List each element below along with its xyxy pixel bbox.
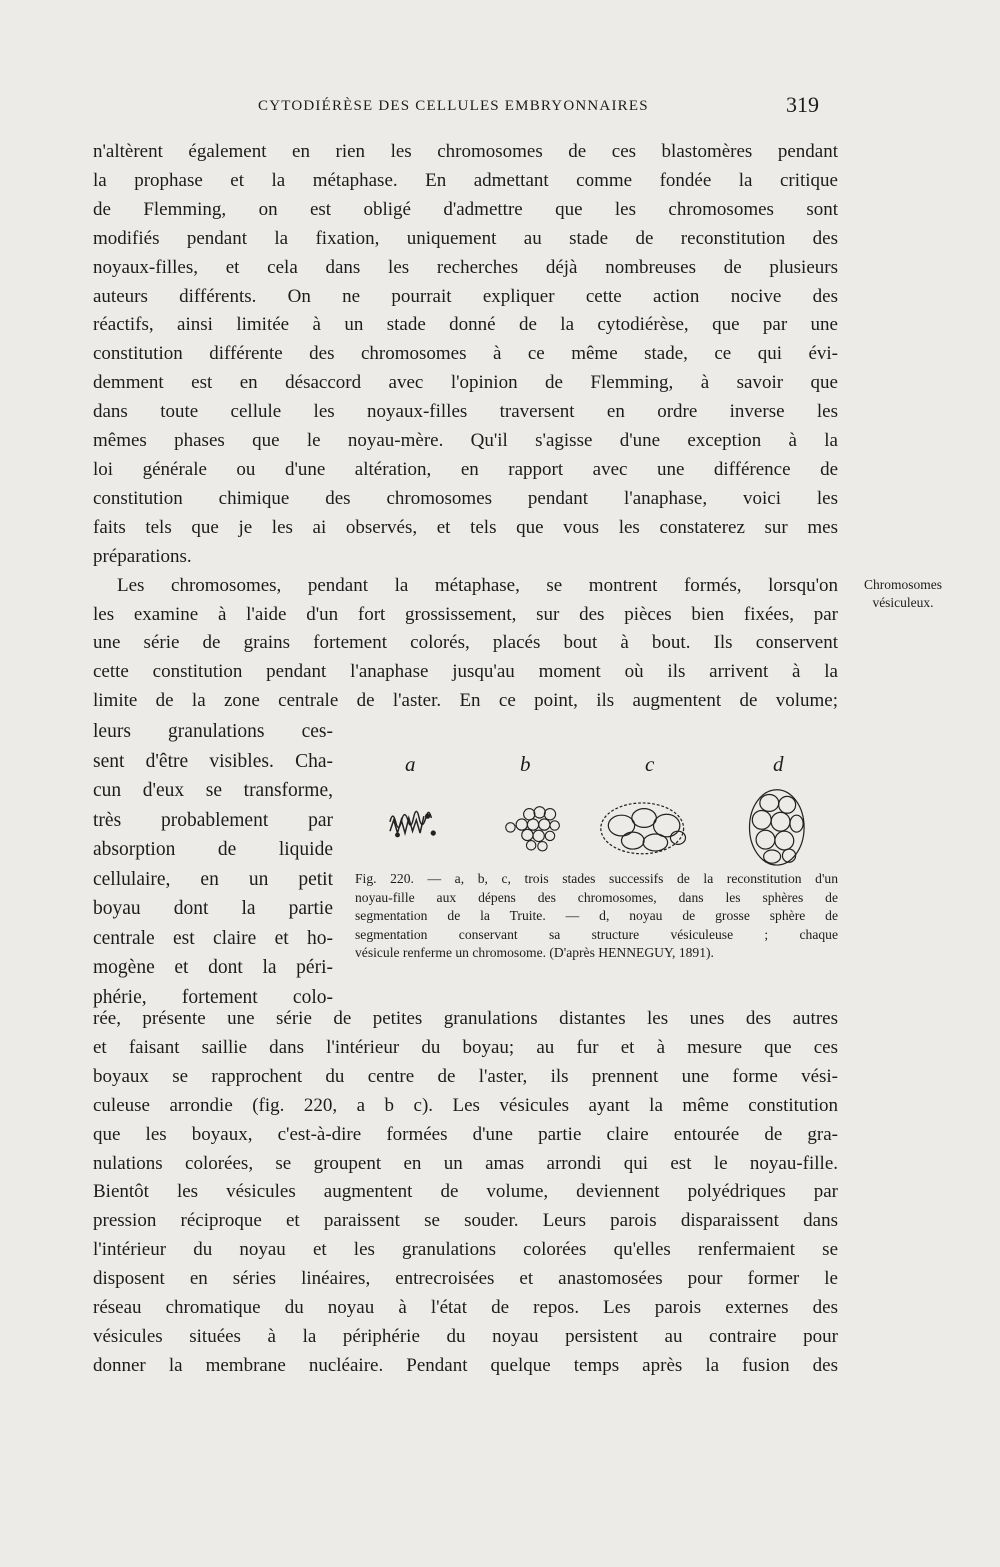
text-line: réseau chromatique du noyau à l'état de repos. Les parois externes des [93, 1297, 838, 1319]
figure-label-d: d [773, 752, 784, 776]
caption-line: segmentation de la Truite. — d, noyau de grosse sphère de [355, 908, 838, 923]
figure-label-a: a [405, 752, 416, 776]
figure-drawings [355, 786, 840, 866]
text-line: l'intérieur du noyau et les granulations colorées qu'elles renfermaient se [93, 1239, 838, 1261]
text-line: très probablement par [93, 809, 333, 831]
margin-note [843, 576, 963, 612]
text-line: constitution chimique des chromosomes pendant l'anaphase, voici les [93, 487, 838, 509]
caption-line: segmentation conservant sa structure vésiculeuse ; chaque [355, 926, 838, 942]
body-text-top [93, 138, 838, 716]
caption-line: noyau-fille aux dépens des chromosomes, dans les sphères de [355, 889, 838, 905]
text-line: Bientôt les vésicules augmentent de volume, deviennent polyédriques par [93, 1181, 838, 1203]
text-line: leurs granulations ces- [93, 721, 333, 742]
text-line: vésicules situées à la périphérie du noyau persistent au contraire pour [93, 1325, 838, 1347]
figure-label-b: b [520, 752, 531, 776]
running-head: CYTODIÉRÈSE DES CELLULES EMBRYONNAIRES [258, 98, 649, 114]
drawing-c [601, 803, 686, 854]
text-line: constitution différente des chromosomes à ce même stade, ce qui évi- [93, 343, 838, 365]
text-line: rée, présente une série de petites granulations distantes les unes des autres [93, 1008, 838, 1029]
text-line: limite de la zone centrale de l'aster. En ce point, ils augmentent de volume; [93, 690, 838, 712]
text-line: nulations colorées, se groupent en un amas arrondi qui est le noyau-fille. [93, 1152, 838, 1174]
text-line: culeuse arrondie (fig. 220, a b c). Les vésicules ayant la même constitution [93, 1094, 838, 1116]
text-line: centrale est claire et ho- [93, 927, 333, 949]
text-line: mogène et dont la péri- [93, 957, 333, 978]
body-text-narrow [93, 717, 333, 1012]
figure-label-c: c [645, 752, 655, 776]
text-line: la prophase et la métaphase. En admettant comme fondée la critique [93, 169, 838, 191]
figure-labels [355, 752, 840, 786]
text-line: boyaux se rapprochent du centre de l'aster, ils prennent une forme vési- [93, 1065, 838, 1087]
text-line: phérie, fortement colo- [93, 986, 333, 1008]
text-line: de Flemming, on est obligé d'admettre que les chromosomes sont [93, 198, 838, 220]
text-line: Les chromosomes, pendant la métaphase, se montrent formés, lorsqu'on [117, 574, 838, 596]
drawing-b [506, 807, 560, 851]
text-line: faits tels que je les ai observés, et tels que vous les constaterez sur mes [93, 516, 838, 538]
caption-line: Fig. 220. — a, b, c, trois stades successifs de la reconstitution d'un [355, 871, 838, 886]
text-line: une série de grains fortement colorés, placés bout à bout. Ils conservent [93, 632, 838, 654]
text-line: loi générale ou d'une altération, en rapport avec une différence de [93, 458, 838, 480]
drawing-d [750, 790, 805, 865]
text-line: réactifs, ainsi limitée à un stade donné de la cytodiérèse, que par une [93, 314, 838, 336]
text-line: et faisant saillie dans l'intérieur du boyau; au fur et à mesure que ces [93, 1036, 838, 1058]
drawing-a [390, 811, 435, 836]
figure-caption [355, 870, 838, 963]
text-line: boyau dont la partie [93, 898, 333, 919]
text-line: noyaux-filles, et cela dans les recherches déjà nombreuses de plusieurs [93, 256, 838, 278]
page-number: 319 [786, 92, 819, 117]
body-text-bottom [93, 1005, 838, 1381]
text-line: les examine à l'aide d'un fort grossissement, sur des pièces bien fixées, par [93, 603, 838, 625]
text-line: auteurs différents. On ne pourrait expliquer cette action nocive des [93, 285, 838, 307]
text-line: cette constitution pendant l'anaphase jusqu'au moment où ils arrivent à la [93, 661, 838, 683]
text-line: cellulaire, en un petit [93, 868, 333, 890]
text-line: donner la membrane nucléaire. Pendant quelque temps après la fusion des [93, 1354, 838, 1376]
text-line: modifiés pendant la fixation, uniquement au stade de reconstitution des [93, 227, 838, 249]
text-line: sent d'être visibles. Cha- [93, 750, 333, 772]
text-line: n'altèrent également en rien les chromosomes de ces blastomères pendant [93, 141, 838, 162]
text-line: cun d'eux se transforme, [93, 780, 333, 801]
text-line: mêmes phases que le noyau-mère. Qu'il s'agisse d'une exception à la [93, 430, 838, 452]
text-line: pression réciproque et paraissent se souder. Leurs parois disparaissent dans [93, 1210, 838, 1232]
text-line: préparations. [93, 545, 192, 567]
figure-220 [355, 752, 840, 871]
text-line: que les boyaux, c'est-à-dire formées d'une partie claire entourée de gra- [93, 1123, 838, 1145]
text-line: disposent en séries linéaires, entrecroisées et anastomosées pour former le [93, 1268, 838, 1290]
text-line: dans toute cellule les noyaux-filles traversent en ordre inverse les [93, 401, 838, 423]
margin-note-line: Chromosomes [863, 577, 942, 592]
caption-line: vésicule renferme un chromosome. (D'après HENNEGUY, 1891). [355, 945, 714, 960]
text-line: demment est en désaccord avec l'opinion de Flemming, à savoir que [93, 372, 838, 394]
margin-note-line: vésiculeux. [872, 595, 934, 610]
text-line: absorption de liquide [93, 839, 333, 860]
